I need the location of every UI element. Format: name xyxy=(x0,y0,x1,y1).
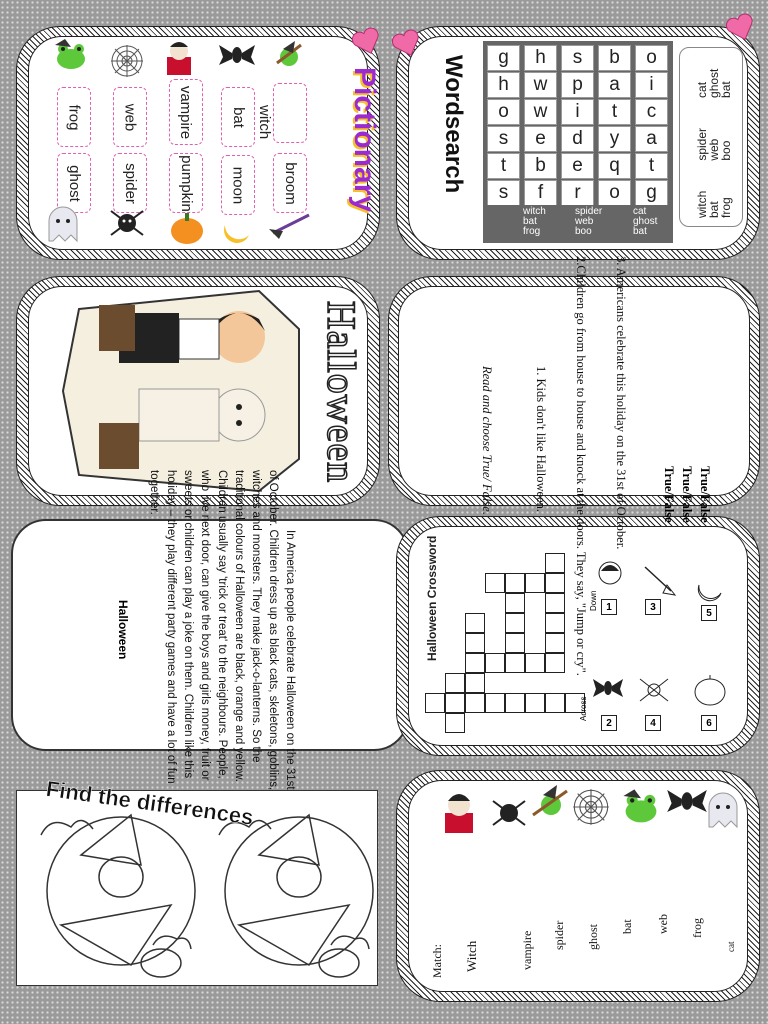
cover-card xyxy=(28,286,368,496)
spider-icon xyxy=(637,673,671,707)
crossword-cell[interactable] xyxy=(485,693,505,713)
match-word-spider[interactable]: spider xyxy=(552,920,566,950)
match-label: Match: xyxy=(430,944,444,978)
frog-icon xyxy=(51,37,91,73)
witch-icon xyxy=(269,37,309,77)
pictionary-word-bat: bat xyxy=(221,87,255,147)
crossword-cell[interactable] xyxy=(525,693,545,713)
vampire-icon xyxy=(435,787,483,833)
pictionary-word-moon: moon xyxy=(221,155,255,215)
spider-icon xyxy=(489,793,529,833)
truefalse-answers xyxy=(654,466,714,536)
wordsearch-cell[interactable]: o xyxy=(487,99,520,125)
spider-icon xyxy=(107,203,147,243)
witch-picture-left xyxy=(21,795,197,983)
crossword-cell[interactable] xyxy=(545,613,565,633)
wordsearch-cell[interactable]: r xyxy=(561,180,594,206)
wordsearch-cell[interactable]: q xyxy=(598,153,631,179)
wordsearch-bottom-words: witch bat frog spider web boo cat ghost bat xyxy=(483,205,673,243)
wordsearch-cell[interactable]: t xyxy=(487,153,520,179)
pictionary-word-pumpkin: pumpkin xyxy=(169,153,203,213)
crossword-cell[interactable] xyxy=(545,573,565,593)
pumpkin-icon xyxy=(691,673,729,709)
crossword-cell[interactable] xyxy=(465,673,485,693)
reading-content xyxy=(108,470,298,810)
answer-2[interactable]: True/False xyxy=(680,466,694,523)
crossword-cell[interactable] xyxy=(485,573,505,593)
web-icon xyxy=(571,787,611,827)
answer-3[interactable]: True/False xyxy=(698,466,712,523)
wordsearch-cell[interactable]: g xyxy=(487,45,520,71)
truefalse-statement-1: 1. Kids don't like Halloween. xyxy=(534,366,548,512)
clue-number-4: 4 xyxy=(645,715,661,731)
wordsearch-cell[interactable]: p xyxy=(561,72,594,98)
crossword-cell[interactable] xyxy=(425,693,445,713)
crossword-grid xyxy=(425,543,585,733)
wordsearch-side-list: witch bat frog spider web boo cat ghost bat xyxy=(679,47,743,227)
wordsearch-cell[interactable]: b xyxy=(598,45,631,71)
crossword-across-label: Across xyxy=(579,696,588,721)
clue-number-3: 3 xyxy=(645,599,661,615)
pumpkin-icon xyxy=(167,209,207,247)
wordsearch-cell[interactable]: s xyxy=(487,126,520,152)
differences-title: Find the differences xyxy=(44,776,256,830)
crossword-cell[interactable] xyxy=(445,673,465,693)
wordsearch-cell[interactable]: g xyxy=(635,180,668,206)
match-word-vampire[interactable]: vampire xyxy=(520,930,534,970)
match-word-cat[interactable]: cat xyxy=(726,941,736,952)
wordsearch-cell[interactable]: h xyxy=(524,45,557,71)
moon-icon xyxy=(695,571,725,599)
wordsearch-cell[interactable]: i xyxy=(635,72,668,98)
wordsearch-cell[interactable]: y xyxy=(598,126,631,152)
bat-icon xyxy=(665,781,709,821)
reading-title: Halloween xyxy=(116,600,130,660)
wordsearch-cell[interactable]: s xyxy=(487,180,520,206)
clue-number-6: 6 xyxy=(701,715,717,731)
truefalse-instruction: Read and choose True/ False. xyxy=(480,366,494,515)
crossword-cell[interactable] xyxy=(485,653,505,673)
cover-title: Halloween xyxy=(319,300,364,484)
wordsearch-cell[interactable]: s xyxy=(561,45,594,71)
wordsearch-cell[interactable]: t xyxy=(635,153,668,179)
clue-number-2: 2 xyxy=(601,715,617,731)
witch-icon xyxy=(527,781,573,827)
wordsearch-cell[interactable]: o xyxy=(635,45,668,71)
crossword-cell[interactable] xyxy=(525,653,545,673)
wordsearch-cell[interactable]: i xyxy=(561,99,594,125)
crossword-cell[interactable] xyxy=(545,653,565,673)
wordsearch-cell[interactable]: a xyxy=(635,126,668,152)
crossword-cell[interactable] xyxy=(505,593,525,613)
kids-illustration xyxy=(59,289,309,493)
bat-icon xyxy=(591,673,625,703)
wordsearch-title: Wordsearch xyxy=(440,55,467,194)
pictionary-card xyxy=(28,36,381,250)
match-word-frog[interactable]: frog xyxy=(690,918,704,938)
crossword-cell[interactable] xyxy=(505,693,525,713)
crossword-down-label: Down xyxy=(589,590,598,611)
crossword-cell[interactable] xyxy=(545,633,565,653)
crossword-cell[interactable] xyxy=(465,693,485,713)
pictionary-word-spider: spider xyxy=(113,153,147,213)
pictionary-word-witch: witch xyxy=(273,83,307,143)
bat-icon xyxy=(217,37,257,73)
crossword-cell[interactable] xyxy=(525,573,545,593)
wordsearch-cell[interactable]: b xyxy=(524,153,557,179)
pictionary-word-broom: broom xyxy=(273,153,307,213)
match-word-witch[interactable]: Witch xyxy=(464,940,479,972)
match-word-bat[interactable]: bat xyxy=(620,919,634,934)
match-word-web[interactable]: web xyxy=(656,914,670,934)
reading-paragraph: In America people celebrate Halloween on the 31st of October. Children dress up as black cats, skeletons, goblins, witches and monsters. They make jack-o-lanterns. So the traditional colours of Halloween are black, orange and yellow. Children usually say 'trick or treat' to the neighbours. People, who live next door, can give the boys and girls money, fruit or sweets or children can play a joke on them. Children like this holiday – they play different party games and have a lot of fun together. xyxy=(148,470,296,791)
wordsearch-cell[interactable]: a xyxy=(598,72,631,98)
wordsearch-cell[interactable]: t xyxy=(598,99,631,125)
web-icon xyxy=(109,43,145,79)
answer-1[interactable]: True/False xyxy=(662,466,676,523)
pictionary-title: Pictionary xyxy=(348,67,381,213)
wordsearch-cell[interactable]: o xyxy=(598,180,631,206)
wordsearch-cell[interactable]: e xyxy=(524,126,557,152)
pictionary-word-frog: frog xyxy=(57,87,91,147)
ghost-icon xyxy=(705,791,741,829)
clue-number-1: 1 xyxy=(601,599,617,615)
ghost-icon xyxy=(45,205,81,243)
broom-icon xyxy=(641,563,677,597)
crossword-cell[interactable] xyxy=(465,653,485,673)
wordsearch-cell[interactable]: e xyxy=(561,153,594,179)
crossword-cell[interactable] xyxy=(445,693,465,713)
crossword-cell[interactable] xyxy=(505,653,525,673)
crossword-cell[interactable] xyxy=(505,573,525,593)
broom-icon xyxy=(269,209,313,239)
moon-icon xyxy=(219,207,255,243)
match-word-ghost[interactable]: ghost xyxy=(586,923,600,950)
crossword-cell[interactable] xyxy=(505,613,525,633)
crossword-cell[interactable] xyxy=(545,553,565,573)
wordsearch-grid xyxy=(483,41,673,209)
truefalse-statement-3: 3. Americans celebrate this holiday on the 31st of October. xyxy=(614,256,628,550)
wordsearch-cell[interactable]: h xyxy=(487,72,520,98)
frog-icon xyxy=(619,787,663,827)
pictionary-word-web: web xyxy=(113,87,147,147)
pictionary-word-ghost: ghost xyxy=(57,153,91,213)
crossword-title: Halloween Crossword xyxy=(425,535,439,661)
crossword-cell[interactable] xyxy=(505,633,525,653)
matching-words xyxy=(430,880,750,980)
crossword-cell[interactable] xyxy=(465,633,485,653)
vampire-icon xyxy=(159,37,199,77)
wordsearch-cell[interactable]: w xyxy=(524,72,557,98)
crossword-cell[interactable] xyxy=(445,713,465,733)
pictionary-word-vampire: vampire xyxy=(169,79,203,145)
crossword-cell[interactable] xyxy=(545,593,565,613)
wordsearch-card xyxy=(408,36,748,250)
wordsearch-cell[interactable]: d xyxy=(561,126,594,152)
clue-number-5: 5 xyxy=(701,605,717,621)
truefalse-statement-2: 2.Children go from house to house and knock at the doors. They say, "Jump or cry". xyxy=(574,256,588,676)
crossword-cell[interactable] xyxy=(545,693,565,713)
wordsearch-cell[interactable]: c xyxy=(635,99,668,125)
vampire-icon xyxy=(595,559,625,591)
wordsearch-cell[interactable]: w xyxy=(524,99,557,125)
crossword-cell[interactable] xyxy=(465,613,485,633)
wordsearch-cell[interactable]: f xyxy=(524,180,557,206)
